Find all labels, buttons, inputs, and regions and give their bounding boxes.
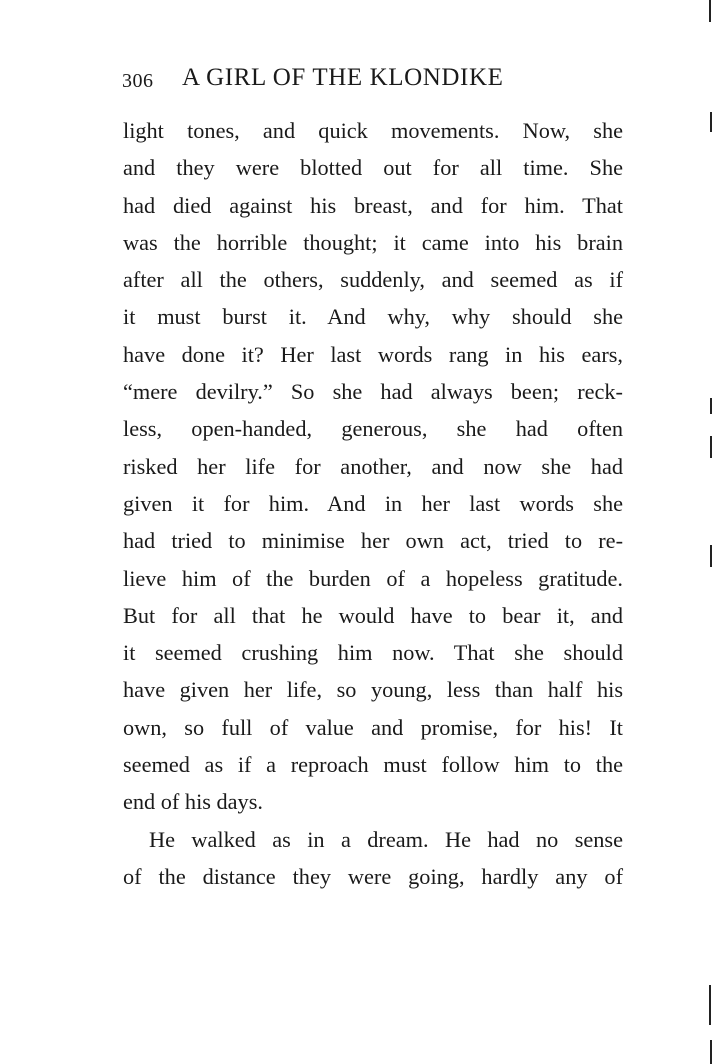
scan-mark	[710, 398, 712, 414]
text-line: it seemed crushing him now. That she should	[123, 640, 623, 666]
text-line: had tried to minimise her own act, tried to re-	[123, 528, 623, 554]
text-line: after all the others, suddenly, and seemed as if	[123, 267, 623, 293]
text-line: and they were blotted out for all time. She	[123, 155, 623, 181]
text-line: have given her life, so young, less than half his	[123, 677, 623, 703]
running-title: A GIRL OF THE KLONDIKE	[182, 64, 504, 91]
text-line: end of his days.	[123, 789, 263, 815]
text-line: But for all that he would have to bear it, and	[123, 602, 623, 628]
scan-mark	[710, 545, 712, 567]
text-line: it must burst it. And why, why should she	[123, 304, 623, 330]
scan-margin-marks	[706, 0, 716, 1064]
paragraph-1	[123, 112, 623, 821]
text-line: less, open-handed, generous, she had often	[123, 416, 623, 442]
text-line: of the distance they were going, hardly any of	[123, 863, 623, 889]
scan-mark	[709, 985, 711, 1025]
text-line: given it for him. And in her last words she	[123, 490, 623, 516]
text-line: have done it? Her last words rang in his ears,	[123, 341, 623, 367]
text-line: risked her life for another, and now she had	[123, 453, 623, 479]
scan-mark	[709, 0, 711, 22]
scan-mark	[710, 436, 712, 458]
page-header	[122, 62, 622, 102]
text-line: had died against his breast, and for him. That	[123, 192, 623, 218]
text-line: lieve him of the burden of a hopeless gratitude.	[123, 565, 623, 591]
text-line: light tones, and quick movements. Now, she	[123, 118, 623, 143]
body-text	[123, 112, 623, 895]
text-line: He walked as in a dream. He had no sense	[149, 826, 623, 852]
scan-mark	[710, 112, 712, 132]
text-line: seemed as if a reproach must follow him to the	[123, 752, 623, 778]
page-number: 306	[122, 70, 154, 92]
text-line: own, so full of value and promise, for his! It	[123, 714, 623, 740]
paragraph-2	[123, 821, 623, 896]
scan-mark	[710, 1040, 712, 1064]
text-line: “mere devilry.” So she had always been; reck-	[123, 379, 623, 405]
text-line: was the horrible thought; it came into his brain	[123, 229, 623, 255]
